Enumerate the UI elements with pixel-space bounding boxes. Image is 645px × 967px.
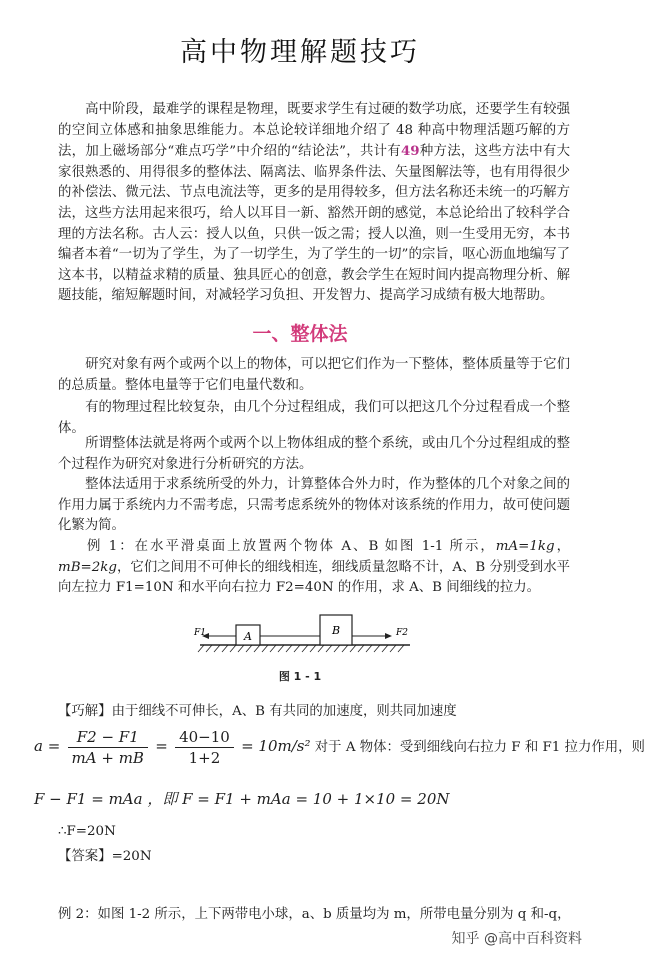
eq1-lhs: a = <box>34 737 61 755</box>
eq1-denominator-1: mA + mB <box>71 749 144 767</box>
watermark: 知乎 @高中百科资料 <box>451 931 582 947</box>
force-f2-arrowhead <box>385 633 392 639</box>
section-paragraph-3 <box>58 434 570 475</box>
hatch-marks <box>198 645 404 652</box>
eq1-numerator-1: F2 − F1 <box>68 727 148 748</box>
paragraph-text: 整体法适用于求系统所受的外力，计算整体合外力时，作为整体的几个对象之间的作用力属于系统内力不需考虑，只需考虑系统外的物体对该系统的作用力，故可使问题化繁为简。 <box>58 477 570 534</box>
method-count: 49 <box>400 143 420 160</box>
tip-text: 由于细线不可伸长，A、B 有共同的加速度，则共同加速度 <box>111 704 457 719</box>
intro-text-after: 种方法，这些方法中有大家很熟悉的、用得很多的整体法、隔离法、临界条件法、矢量图解法等，也有用得很少的补偿法、微元法、节点电流法等，更多的是用得较多，但方法名称还未统一的巧解方法，这些方法用起来很巧，给人以耳目一新、豁然开朗的感觉，本总论给出了较科学合理的方法名称。古人云：授人以鱼，只供一饭之需；授人以渔，则一生受用无穷，本书编者本着“一切为了学生，为了一切学生，为了学生的一切”的宗旨，呕心沥血地编写了这本书，以精益求精的质量、独具匠心的创意，教会学生在短时间内提高物理分析、解题技能，缩短解题时间，对减轻学习负担、开发智力、提高学习成绩有极大地帮助。 <box>58 144 570 304</box>
section-paragraph-2 <box>58 398 570 439</box>
intro-paragraph <box>58 100 570 307</box>
block-a-label: A <box>244 630 252 643</box>
paragraph-text: 有的物理过程比较复杂，由几个分过程组成，我们可以把这几个分过程看成一个整体。 <box>58 400 570 436</box>
force-f1-label: F1 <box>194 628 206 638</box>
tip-line <box>58 700 457 719</box>
figure-1-1 <box>190 605 420 665</box>
eq1-fraction-2 <box>175 727 234 768</box>
block-b-label: B <box>331 624 341 637</box>
paragraph-text: 所谓整体法就是将两个或两个以上物体组成的整个系统，或由几个分过程组成的整个过程作为研究对象进行分析研究的方法。 <box>58 436 570 472</box>
mass-a: mA=1kg <box>495 539 555 554</box>
figure-caption: 图 1 - 1 <box>278 670 322 683</box>
example-1: 例 1：在水平滑桌面上放置两个物体 A、B 如图 1-1 所示，mA=1kg，mB=2kg，它们之间用不可伸长的细线相连，细线质量忽略不计，A、B 分别受到水平向左拉力 F1=10N 和水平向右拉力 F2=40N 的作用，求 A、B 间细线的拉力。 <box>58 539 571 596</box>
section-title: 一、整体法 <box>252 323 348 345</box>
section-paragraph-4 <box>58 475 570 537</box>
force-f2-label: F2 <box>396 628 408 638</box>
example-1-lead: 例 1：在水平滑桌面上放置两个物体 A、B 如图 1-1 所示， <box>85 539 496 554</box>
mass-b: mB=2kg <box>58 559 117 575</box>
answer-tag: 【答案】 <box>58 849 112 864</box>
answer-line <box>58 845 152 864</box>
therefore-line: ∴F=20N <box>58 824 116 839</box>
tip-tag: 【巧解】 <box>58 704 112 719</box>
answer-value: =20N <box>111 849 152 864</box>
eq1-denominator-2: 1+2 <box>188 749 221 767</box>
example-1-rest: ，它们之间用不可伸长的细线相连，细线质量忽略不计，A、B 分别受到水平向左拉力 F1=10N 和水平向右拉力 F2=40N 的作用，求 A、B 间细线的拉力。 <box>58 559 570 596</box>
eq1-result: = 10m/s² <box>241 737 311 755</box>
example-2 <box>58 903 571 922</box>
intro-text-before: 高中阶段，最难学的课程是物理，既要求学生有过硬的数学功底，还要学生有较强的空间立体感和抽象思维能力。本总论较详细地介绍了 48 种高中物理活题巧解的方法，加上磁场部分“难点巧学”中介绍的“结论法”，共计有 <box>58 102 570 160</box>
example-2-text: 例 2：如图 1-2 所示，上下两带电小球，a、b 质量均为 m，所带电量分别为 q 和-q， <box>58 907 571 922</box>
page-title: 高中物理解题技巧 <box>180 37 420 68</box>
section-paragraph-1 <box>58 355 570 396</box>
eq1-tail: 对于 A 物体：受到细线向右拉力 F 和 F1 拉力作用，则 <box>314 740 645 755</box>
eq1-numerator-2: 40−10 <box>175 727 234 748</box>
paragraph-text: 研究对象有两个或两个以上的物体，可以把它们作为一下整体，整体质量等于它们的总质量。整体电量等于它们电量代数和。 <box>58 357 570 393</box>
eq1-fraction-1 <box>68 727 148 768</box>
equation-1: a = $\frac{F2 - F1}{mA + mB}$ = $\frac{40-10}{1+2}$ = 10m/s² 对于 A 物体：受到细线向右拉力 F 和 F1 拉力作用，则 <box>34 728 645 767</box>
equation-2: F − F1 = mAa ，即 F = F1 + mAa = 10 + 1×10 = 20N <box>34 790 450 808</box>
